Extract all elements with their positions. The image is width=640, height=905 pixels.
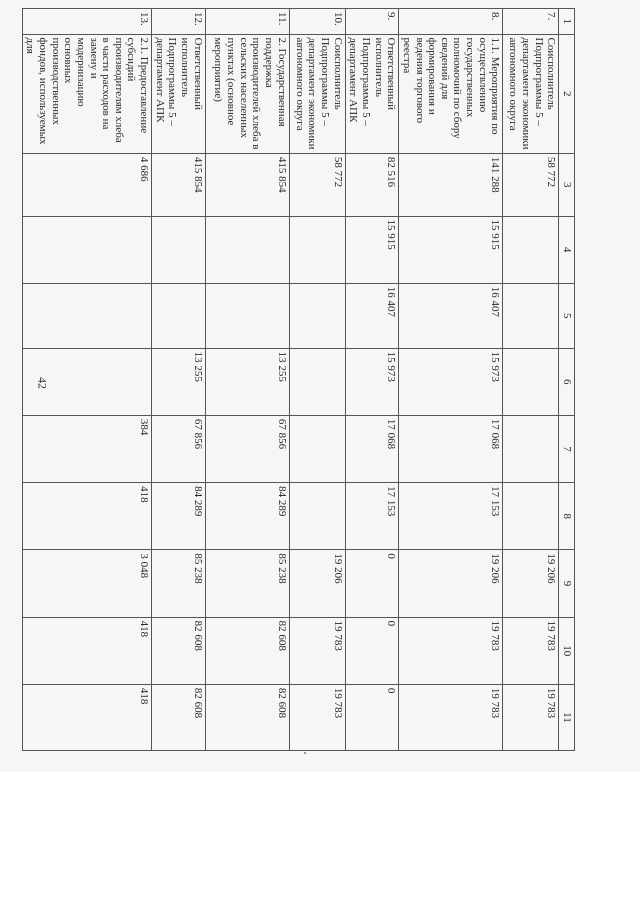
- row-name: Соисполнитель Подпрограммы 5 – департамент экономики автономного округа: [289, 34, 345, 153]
- cell-value: 415 854: [152, 153, 206, 216]
- row-name: 1.1. Мероприятия по осуществлению государственных полномочий по сбору сведений для формирования и ведения торгового реестра: [399, 34, 503, 153]
- cell-value: 19 783: [399, 617, 503, 684]
- cell-value: 13 255: [205, 348, 289, 415]
- header-cell: 3: [559, 153, 575, 216]
- row-name: Ответственный исполнитель Подпрограммы 5 – департамент АПК: [152, 34, 206, 153]
- cell-value: 418: [22, 684, 151, 750]
- header-cell: 4: [559, 216, 575, 283]
- cell-value: [503, 348, 559, 415]
- cell-value: [205, 216, 289, 283]
- row-number: 11.: [205, 9, 289, 35]
- cell-value: 0: [345, 617, 399, 684]
- cell-value: 418: [22, 617, 151, 684]
- row-number: 7.: [503, 9, 559, 35]
- header-cell: 8: [559, 483, 575, 550]
- cell-value: 85 238: [205, 550, 289, 617]
- budget-table: [22, 8, 575, 751]
- cell-value: [22, 283, 151, 348]
- table-row: [205, 9, 289, 751]
- table-row: [152, 9, 206, 751]
- header-cell: 2: [559, 34, 575, 153]
- header-row: [559, 9, 575, 751]
- row-name: Ответственный исполнитель Подпрограммы 5 – департамент АПК: [345, 34, 399, 153]
- cell-value: 82 516: [345, 153, 399, 216]
- cell-value: 141 288: [399, 153, 503, 216]
- cell-value: 82 608: [205, 684, 289, 750]
- cell-value: 19 783: [503, 684, 559, 750]
- cell-value: 3 048: [22, 550, 151, 617]
- cell-value: 15 973: [399, 348, 503, 415]
- cell-value: 17 068: [399, 415, 503, 482]
- cell-value: 17 153: [345, 483, 399, 550]
- cell-value: [503, 483, 559, 550]
- cell-value: 15 973: [345, 348, 399, 415]
- cell-value: 58 772: [503, 153, 559, 216]
- cell-value: 19 206: [399, 550, 503, 617]
- cell-value: 0: [345, 550, 399, 617]
- table-row: [345, 9, 399, 751]
- page-number: 42: [35, 377, 50, 389]
- row-number: 9.: [345, 9, 399, 35]
- cell-value: [152, 283, 206, 348]
- table-row: [289, 9, 345, 751]
- row-name: 2. Государственная поддержка производителей хлеба в сельских населенных пунктах (основное мероприятие): [205, 34, 289, 153]
- cell-value: 82 608: [205, 617, 289, 684]
- table-row: [22, 9, 151, 751]
- cell-value: 58 772: [289, 153, 345, 216]
- cell-value: 415 854: [205, 153, 289, 216]
- cell-value: [289, 283, 345, 348]
- row-number: 8.: [399, 9, 503, 35]
- cell-value: 19 783: [399, 684, 503, 750]
- cell-value: 16 407: [345, 283, 399, 348]
- cell-value: 0: [345, 684, 399, 750]
- cell-value: 4 686: [22, 153, 151, 216]
- cell-value: 16 407: [399, 283, 503, 348]
- header-cell: 1: [559, 9, 575, 35]
- cell-value: 82 608: [152, 684, 206, 750]
- cell-value: 82 608: [152, 617, 206, 684]
- cell-value: 67 856: [205, 415, 289, 482]
- cell-value: 19 206: [503, 550, 559, 617]
- cell-value: [205, 283, 289, 348]
- table-row: [399, 9, 503, 751]
- cell-value: [503, 216, 559, 283]
- cell-value: [289, 348, 345, 415]
- cell-value: 84 289: [205, 483, 289, 550]
- header-cell: 6: [559, 348, 575, 415]
- cell-value: 84 289: [152, 483, 206, 550]
- cell-value: 19 783: [503, 617, 559, 684]
- header-cell: 11: [559, 684, 575, 750]
- row-number: 12.: [152, 9, 206, 35]
- cell-value: 418: [22, 483, 151, 550]
- table-row: [503, 9, 559, 751]
- cell-value: [503, 283, 559, 348]
- cell-value: [289, 216, 345, 283]
- cell-value: 17 153: [399, 483, 503, 550]
- cell-value: 19 783: [289, 684, 345, 750]
- cell-value: 15 915: [345, 216, 399, 283]
- cell-value: 15 915: [399, 216, 503, 283]
- cell-value: 13 255: [152, 348, 206, 415]
- header-cell: 5: [559, 283, 575, 348]
- header-cell: 9: [559, 550, 575, 617]
- cell-value: 19 206: [289, 550, 345, 617]
- cell-value: 19 783: [289, 617, 345, 684]
- cell-value: [152, 216, 206, 283]
- row-name: 2.1. Предоставление субсидий производителям хлеба в части расходов на замену и модернизацию основных производственных фондов, используемых для: [22, 34, 151, 153]
- cell-value: [22, 216, 151, 283]
- cell-value: 67 856: [152, 415, 206, 482]
- cell-value: 85 238: [152, 550, 206, 617]
- scan-artifact: [304, 752, 306, 754]
- cell-value: [289, 415, 345, 482]
- cell-value: 384: [22, 415, 151, 482]
- header-cell: 7: [559, 415, 575, 482]
- table-container: [24, 8, 575, 751]
- row-number: 10.: [289, 9, 345, 35]
- header-cell: 10: [559, 617, 575, 684]
- cell-value: [503, 415, 559, 482]
- cell-value: [289, 483, 345, 550]
- row-number: 13.: [22, 9, 151, 35]
- cell-value: [22, 348, 151, 415]
- cell-value: 17 068: [345, 415, 399, 482]
- row-name: Соисполнитель Подпрограммы 5 – департамент экономики автономного округа: [503, 34, 559, 153]
